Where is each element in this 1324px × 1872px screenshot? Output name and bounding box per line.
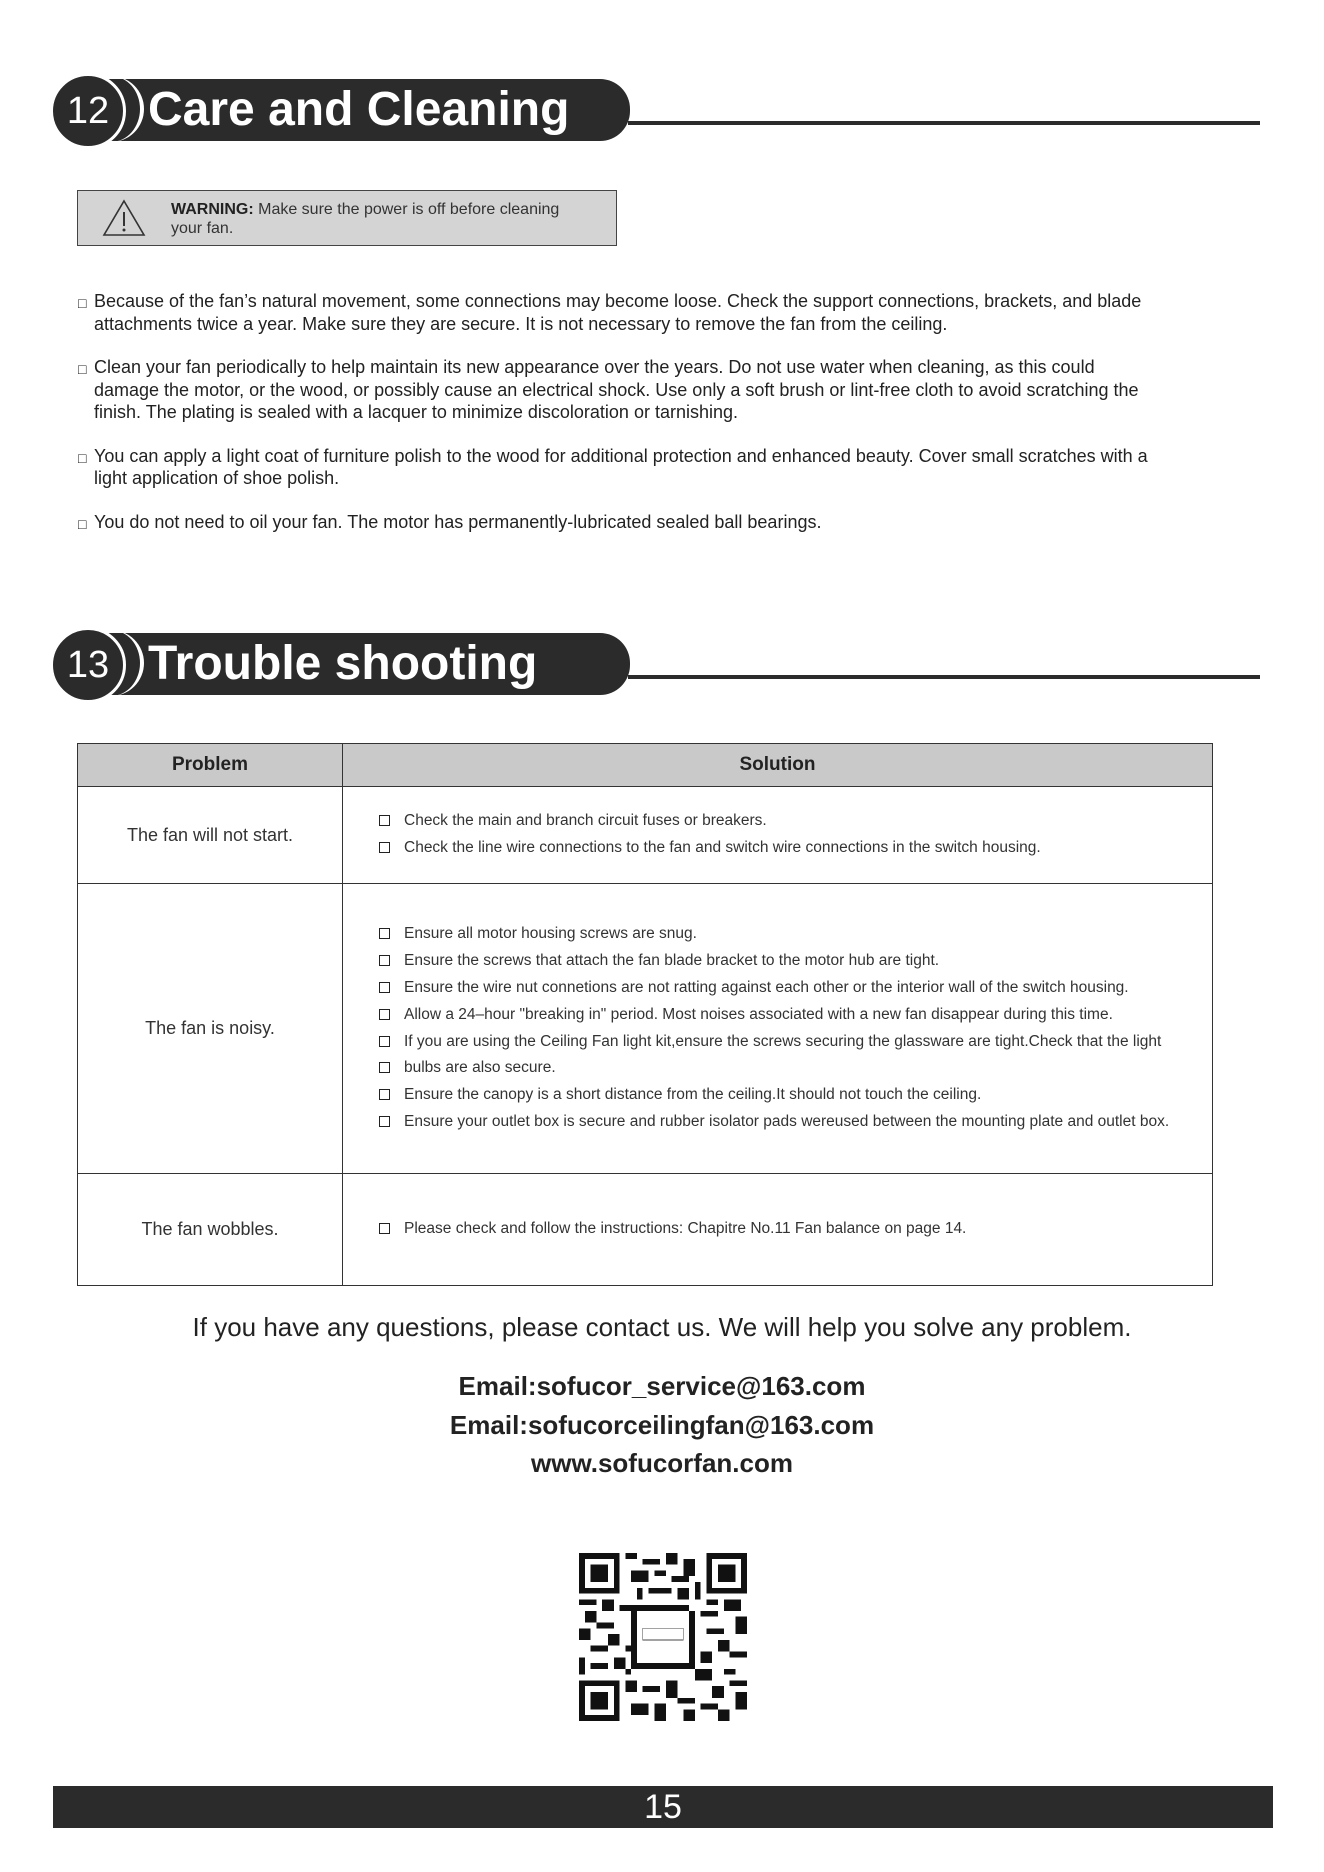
list-item [379, 1029, 1212, 1056]
checkbox-icon [379, 1116, 390, 1127]
bullet-box-icon: □ [78, 449, 87, 466]
solution-text: Check the line wire connections to the fan and switch wire connections in the switch housing. [404, 839, 1041, 856]
section-header-trouble [50, 622, 1220, 700]
solution-text: Ensure the canopy is a short distance from the ceiling.It should not touch the ceiling. [404, 1086, 982, 1104]
warning-text [171, 200, 611, 238]
solution-cell [343, 884, 1213, 1174]
list-item [379, 975, 1212, 1002]
checkbox-icon [379, 1036, 390, 1047]
troubleshooting-table [77, 743, 1213, 1286]
list-item [78, 511, 1148, 534]
problem-cell: The fan is noisy. [78, 884, 343, 1174]
warning-line-2: your fan. [171, 220, 234, 237]
bullet-box-icon: □ [78, 361, 87, 377]
warning-label: WARNING: [171, 201, 254, 218]
list-item [379, 1055, 1212, 1082]
solution-text: Please check and follow the instructions: Chapitre No.11 Fan balance on page 14. [404, 1220, 967, 1238]
email-link-ceilingfan[interactable]: Email:sofucorceilingfan@163.com [449, 1410, 875, 1440]
warning-box [77, 190, 617, 246]
solution-text: Ensure the wire nut connetions are not ratting against each other or the interior wall of the switch housing. [404, 978, 1129, 996]
list-item [379, 835, 1212, 862]
solution-text: Check the main and branch circuit fuses or breakers. [404, 812, 767, 830]
section-title: Care and Cleaning [148, 83, 570, 136]
solution-text: Ensure the screws that attach the fan blade bracket to the motor hub are tight. [404, 952, 940, 970]
bullet-box-icon: □ [78, 295, 87, 311]
list-item [379, 1082, 1212, 1109]
list-item [379, 948, 1212, 975]
header-solution: Solution [343, 744, 1213, 787]
website-link[interactable]: www.sofucorfan.com [531, 1448, 793, 1478]
bullet-box-icon: □ [78, 515, 87, 532]
solution-text: bulbs are also secure. [404, 1059, 556, 1077]
header-rule [628, 675, 1260, 679]
list-item [78, 445, 1148, 490]
table-header-row [78, 744, 1213, 787]
list-item [379, 808, 1212, 835]
care-bullet-list [78, 290, 1148, 554]
table-row [78, 1174, 1213, 1286]
section-number: 13 [50, 627, 126, 703]
section-header-care [50, 68, 1220, 146]
table-row [78, 884, 1213, 1174]
solution-text: If you are using the Ceiling Fan light kit,ensure the screws securing the glassware are tight.Check that the light [404, 1032, 1162, 1050]
solution-cell [343, 1174, 1213, 1286]
bullet-text: Because of the fan’s natural movement, some connections may become loose. Check the support connections, brackets, and blade attachments twice a year. Make sure they are secure. It is not necessary to remove the fan from the ceiling. [94, 291, 1142, 334]
list-item [379, 921, 1212, 948]
page-number: 15 [644, 1788, 682, 1826]
warning-icon [102, 199, 146, 237]
checkbox-icon [379, 1009, 390, 1020]
checkbox-icon [379, 1062, 390, 1073]
qr-code-icon [579, 1553, 747, 1721]
problem-cell: The fan wobbles. [78, 1174, 343, 1286]
checkbox-icon [379, 815, 390, 826]
checkbox-icon [379, 928, 390, 939]
page-footer [53, 1786, 1273, 1828]
checkbox-icon [379, 1089, 390, 1100]
section-title: Trouble shooting [148, 637, 538, 690]
bullet-text: Clean your fan periodically to help maintain its new appearance over the years. Do not use water when cleaning, as this could damage the motor, or the wood, or possibly cause an electrical shock. Use only a soft brush or lint-free cloth to avoid scratching the finish. The plating is sealed with a lacquer to minimize discoloration or tarnishing. [94, 357, 1139, 422]
solution-text: Ensure all motor housing screws are snug. [404, 925, 697, 943]
email-link-service[interactable]: Email:sofucor_service@163.com [458, 1371, 866, 1401]
checkbox-icon [379, 955, 390, 966]
bullet-text: You can apply a light coat of furniture polish to the wood for additional protection and enhanced beauty. Cover small scratches with a light application of shoe polish. [94, 445, 1148, 488]
contact-question: If you have any questions, please contact us. We will help you solve any problem. [192, 1312, 1132, 1342]
header-problem: Problem [78, 744, 343, 787]
solution-cell [343, 787, 1213, 884]
warning-line-1: Make sure the power is off before cleaning [258, 201, 560, 218]
table-row [78, 787, 1213, 884]
section-number: 12 [50, 73, 126, 149]
solution-text: Allow a 24–hour "breaking in" period. Most noises associated with a new fan disappear during this time. [404, 1005, 1113, 1023]
solution-text: Ensure your outlet box is secure and rubber isolator pads wereused between the mounting plate and outlet box. [404, 1112, 1170, 1130]
list-item [379, 1002, 1212, 1029]
checkbox-icon [379, 982, 390, 993]
checkbox-icon [379, 1223, 390, 1234]
list-item [78, 290, 1148, 335]
problem-cell: The fan will not start. [78, 787, 343, 884]
header-rule [628, 121, 1260, 125]
list-item [78, 356, 1148, 424]
checkbox-icon [379, 842, 390, 853]
list-item [379, 1216, 1212, 1243]
bullet-text: You do not need to oil your fan. The motor has permanently-lubricated sealed ball bearings. [94, 511, 822, 532]
list-item [379, 1109, 1212, 1136]
